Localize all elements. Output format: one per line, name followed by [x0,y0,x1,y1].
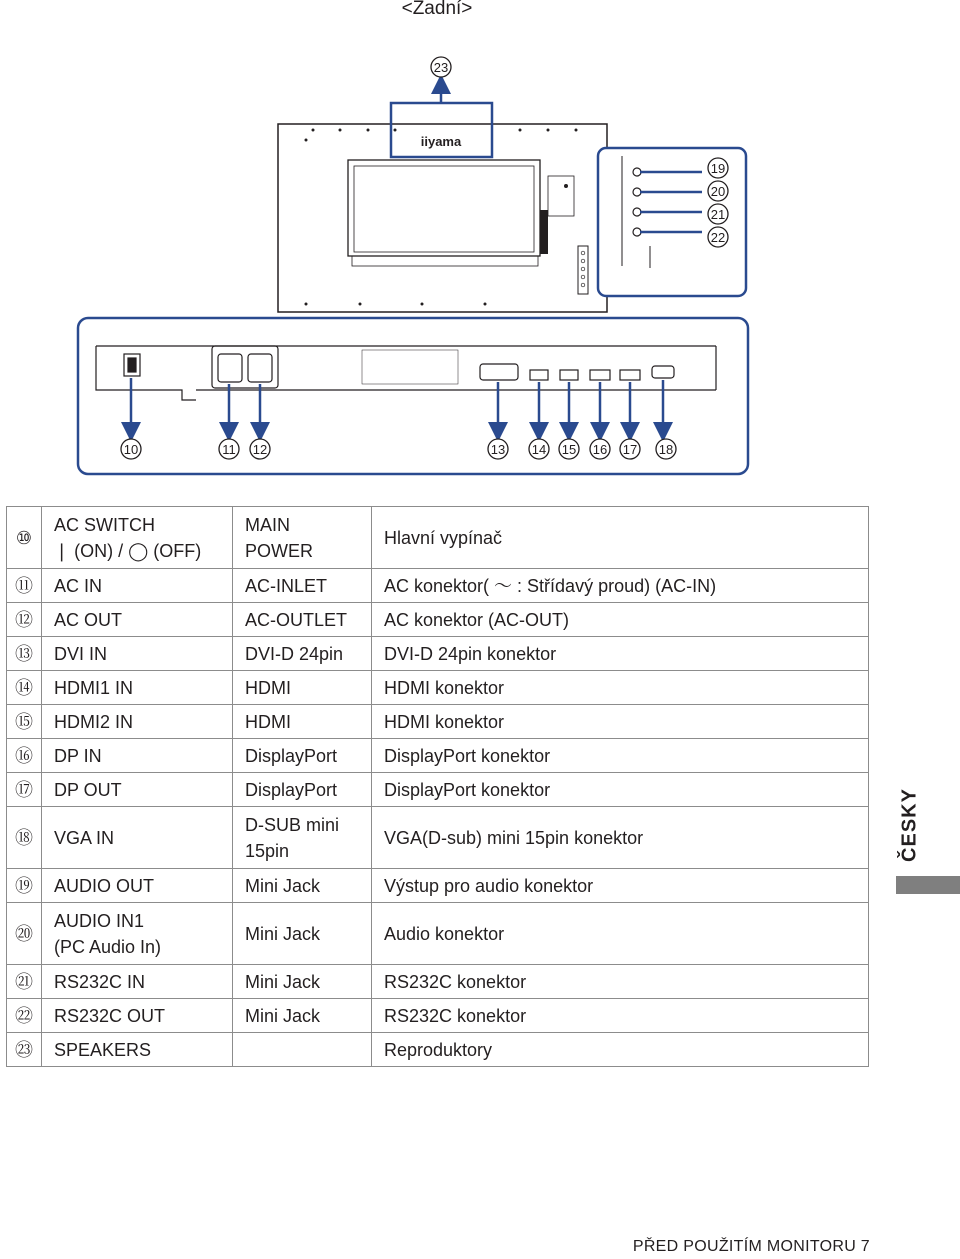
connector-type: DisplayPort [233,773,372,807]
row-number: ⑮ [7,705,42,739]
connector-type: D-SUB mini 15pin [233,807,372,869]
connector-name: AUDIO OUT [42,869,233,903]
table-row [7,999,869,1033]
svg-text:19: 19 [710,161,726,176]
language-tab-label: ČESKY [898,788,921,862]
connector-description: RS232C konektor [372,965,869,999]
svg-text:15: 15 [561,442,577,457]
connector-description: AC konektor( ～ : Střídavý proud) (AC-IN) [372,569,869,603]
table-row [7,603,869,637]
table-row [7,773,869,807]
connector-type: DisplayPort [233,739,372,773]
connector-description: Audio konektor [372,903,869,965]
table-row [7,637,869,671]
svg-text:13: 13 [490,442,506,457]
row-number: ㉒ [7,999,42,1033]
row-number: ⑲ [7,869,42,903]
connector-name: HDMI1 IN [42,671,233,705]
page-footer: PŘED POUŽITÍM MONITORU 7 [632,1238,870,1255]
connector-name: AC IN [42,569,233,603]
connector-type: Mini Jack [233,965,372,999]
svg-text:10: 10 [123,442,139,457]
svg-text:22: 22 [710,230,726,245]
table-row [7,1033,869,1067]
monitor-back [278,124,607,312]
connector-description: DisplayPort konektor [372,773,869,807]
connector-type: MAIN POWER [233,507,372,569]
svg-text:14: 14 [531,442,547,457]
connector-name: DVI IN [42,637,233,671]
connector-description: DisplayPort konektor [372,739,869,773]
language-tab-bar [896,876,960,894]
row-number: ⑭ [7,671,42,705]
table-row [7,739,869,773]
table-row [7,569,869,603]
svg-text:21: 21 [710,207,726,222]
connector-description: HDMI konektor [372,705,869,739]
connector-description: VGA(D-sub) mini 15pin konektor [372,807,869,869]
row-number: ⑪ [7,569,42,603]
connector-description: Reproduktory [372,1033,869,1067]
svg-text:12: 12 [252,442,268,457]
bottom-connector-inset [78,318,748,474]
connector-type: AC-OUTLET [233,603,372,637]
connector-type: HDMI [233,671,372,705]
connector-name: VGA IN [42,807,233,869]
connector-type [233,1033,372,1067]
row-number: ⑩ [7,507,42,569]
svg-text:17: 17 [622,442,638,457]
row-number: ⑬ [7,637,42,671]
row-number: ⑰ [7,773,42,807]
connector-name: DP OUT [42,773,233,807]
connector-name: AUDIO IN1 (PC Audio In) [42,903,233,965]
connector-name: DP IN [42,739,233,773]
svg-text:20: 20 [710,184,726,199]
connector-name: RS232C OUT [42,999,233,1033]
connector-description: AC konektor (AC-OUT) [372,603,869,637]
row-number: ⑯ [7,739,42,773]
row-number: ⑱ [7,807,42,869]
connector-name: RS232C IN [42,965,233,999]
connector-name: AC SWITCH ❘ (ON) / ◯ (OFF) [42,507,233,569]
connector-type: Mini Jack [233,903,372,965]
table-row [7,807,869,869]
row-number: ⑫ [7,603,42,637]
row-number: ㉑ [7,965,42,999]
table-row [7,965,869,999]
svg-text:11: 11 [222,442,236,457]
table-row [7,903,869,965]
language-tab [887,770,933,880]
brand-logo: iiyama [420,134,462,149]
connector-description: DVI-D 24pin konektor [372,637,869,671]
connector-description: Výstup pro audio konektor [372,869,869,903]
row-number: ⑳ [7,903,42,965]
callout-23-label: 23 [433,60,449,75]
rear-panel-diagram [0,0,960,500]
connector-table [6,506,869,1067]
table-row [7,705,869,739]
svg-text:18: 18 [658,442,674,457]
connector-description: HDMI konektor [372,671,869,705]
connector-type: AC-INLET [233,569,372,603]
page-title: <Zadní> [401,0,473,19]
connector-type: DVI-D 24pin [233,637,372,671]
table-row [7,507,869,569]
row-number: ㉓ [7,1033,42,1067]
connector-description: Hlavní vypínač [372,507,869,569]
table-row [7,869,869,903]
svg-text:16: 16 [592,442,608,457]
connector-name: AC OUT [42,603,233,637]
connector-type: Mini Jack [233,869,372,903]
connector-description: RS232C konektor [372,999,869,1033]
connector-name: SPEAKERS [42,1033,233,1067]
connector-type: HDMI [233,705,372,739]
connector-name: HDMI2 IN [42,705,233,739]
table-row [7,671,869,705]
connector-type: Mini Jack [233,999,372,1033]
